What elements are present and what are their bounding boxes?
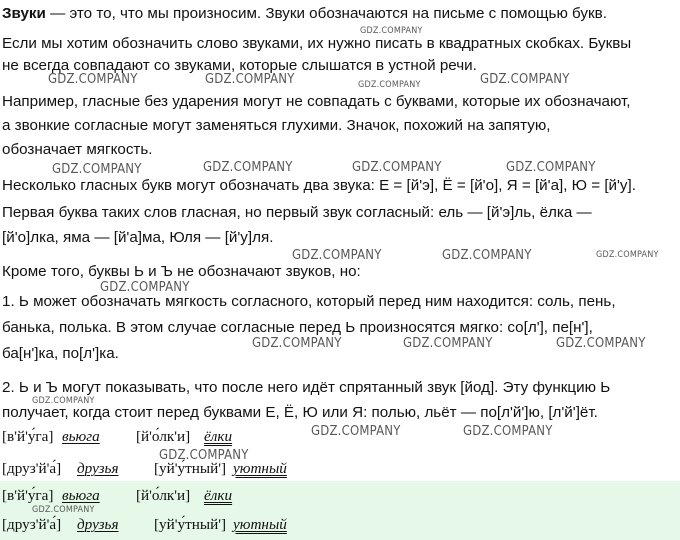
paragraph-3-line-2: Первая буква таких слов гласная, но первый звук согласный: ель — [й'э]ль, ёлка — bbox=[2, 204, 592, 221]
paragraph-5-line-3: ба[н']ка, по[л']ка. bbox=[2, 345, 119, 362]
watermark: GDZ.COMPANY bbox=[506, 160, 596, 175]
paragraph-6-line-2: получает, когда стоит перед буквами Е, Ё, Ю или Я: полью, льёт — по[л'й']ю, [л'й']ёт. bbox=[2, 404, 598, 421]
example-row-4 bbox=[2, 512, 680, 540]
watermark: GDZ.COMPANY bbox=[292, 248, 382, 263]
example-word: друзья bbox=[77, 516, 119, 533]
watermark: GDZ.COMPANY bbox=[360, 26, 423, 36]
transcription: [друз'й'а́] bbox=[2, 516, 62, 533]
example-word: вьюга bbox=[62, 487, 100, 504]
example-word: ёлки bbox=[204, 487, 233, 504]
paragraph-3-line-3: [й'о]лка, яма — [й'а]ма, Юля — [й'у]ля. bbox=[2, 229, 274, 246]
watermark: GDZ.COMPANY bbox=[556, 336, 646, 351]
watermark: GDZ.COMPANY bbox=[32, 396, 95, 406]
transcription: [в'й'у́га] bbox=[2, 428, 54, 445]
transcription: [й'о́лк'и] bbox=[136, 487, 191, 504]
watermark: GDZ.COMPANY bbox=[596, 250, 659, 260]
paragraph-5-line-2: банька, полька. В этом случае согласные перед Ь произносятся мягко: со[л'], пе[н'], bbox=[2, 319, 593, 336]
paragraph-5-line-1: 1. Ь может обозначать мягкость согласного, который перед ним находится: соль, пень, bbox=[2, 293, 616, 310]
watermark: GDZ.COMPANY bbox=[48, 72, 138, 87]
paragraph-4-line-1: Кроме того, буквы Ь и Ъ не обозначают звуков, но: bbox=[2, 263, 361, 280]
example-word: друзья bbox=[77, 460, 119, 477]
watermark: GDZ.COMPANY bbox=[311, 424, 401, 439]
watermark: GDZ.COMPANY bbox=[463, 424, 553, 439]
example-word: уютный bbox=[233, 516, 287, 533]
paragraph-2-line-1: Например, гласные без ударения могут не совпадать с буквами, которые их обозначают, bbox=[2, 93, 631, 110]
paragraph-6-line-1: 2. Ь и Ъ могут показывать, что после него идёт спрятанный звук [йод]. Эту функцию Ь bbox=[2, 379, 611, 396]
transcription: [й'о́лк'и] bbox=[136, 428, 191, 445]
example-row-2 bbox=[2, 456, 680, 484]
watermark: GDZ.COMPANY bbox=[52, 162, 142, 177]
watermark: GDZ.COMPANY bbox=[480, 72, 570, 87]
paragraph-3-line-1: Несколько гласных букв могут обозначать два звука: Е = [й'э], Ё = [й'о], Я = [й'а], Ю = [й'у]. bbox=[2, 177, 636, 194]
paragraph-2-line-2: а звонкие согласные могут заменяться глухими. Значок, похожий на запятую, bbox=[2, 117, 551, 134]
transcription: [друз'й'а́] bbox=[2, 460, 62, 477]
transcription: [уй'у́тный'] bbox=[154, 516, 226, 533]
example-word: ёлки bbox=[204, 428, 233, 445]
example-word: вьюга bbox=[62, 428, 100, 445]
watermark: GDZ.COMPANY bbox=[403, 336, 493, 351]
watermark: GDZ.COMPANY bbox=[252, 336, 342, 351]
watermark: GDZ.COMPANY bbox=[159, 448, 249, 463]
paragraph-1-line-2: Если мы хотим обозначить слово звуками, их нужно писать в квадратных скобках. Буквы bbox=[2, 35, 632, 52]
watermark: GDZ.COMPANY bbox=[205, 72, 295, 87]
watermark: GDZ.COMPANY bbox=[352, 160, 442, 175]
example-row-3 bbox=[2, 483, 680, 511]
watermark: GDZ.COMPANY bbox=[203, 160, 293, 175]
watermark: GDZ.COMPANY bbox=[442, 248, 532, 263]
watermark: GDZ.COMPANY bbox=[32, 505, 95, 515]
paragraph-1-line-1 bbox=[2, 4, 607, 24]
paragraph-1-line-3: не всегда совпадают со звуками, которые слышатся в устной речи. bbox=[2, 57, 477, 74]
term-zvuki: Звуки bbox=[2, 5, 46, 22]
transcription: [в'й'у́га] bbox=[2, 487, 54, 504]
paragraph-2-line-3: обозначает мягкость. bbox=[2, 141, 153, 158]
watermark: GDZ.COMPANY bbox=[358, 80, 421, 90]
transcription: [уй'у́тный'] bbox=[154, 460, 226, 477]
paragraph-text: — это то, что мы произносим. Звуки обозначаются на письме с помощью букв. bbox=[45, 5, 607, 22]
watermark: GDZ.COMPANY bbox=[100, 280, 190, 295]
example-word: уютный bbox=[233, 460, 287, 477]
